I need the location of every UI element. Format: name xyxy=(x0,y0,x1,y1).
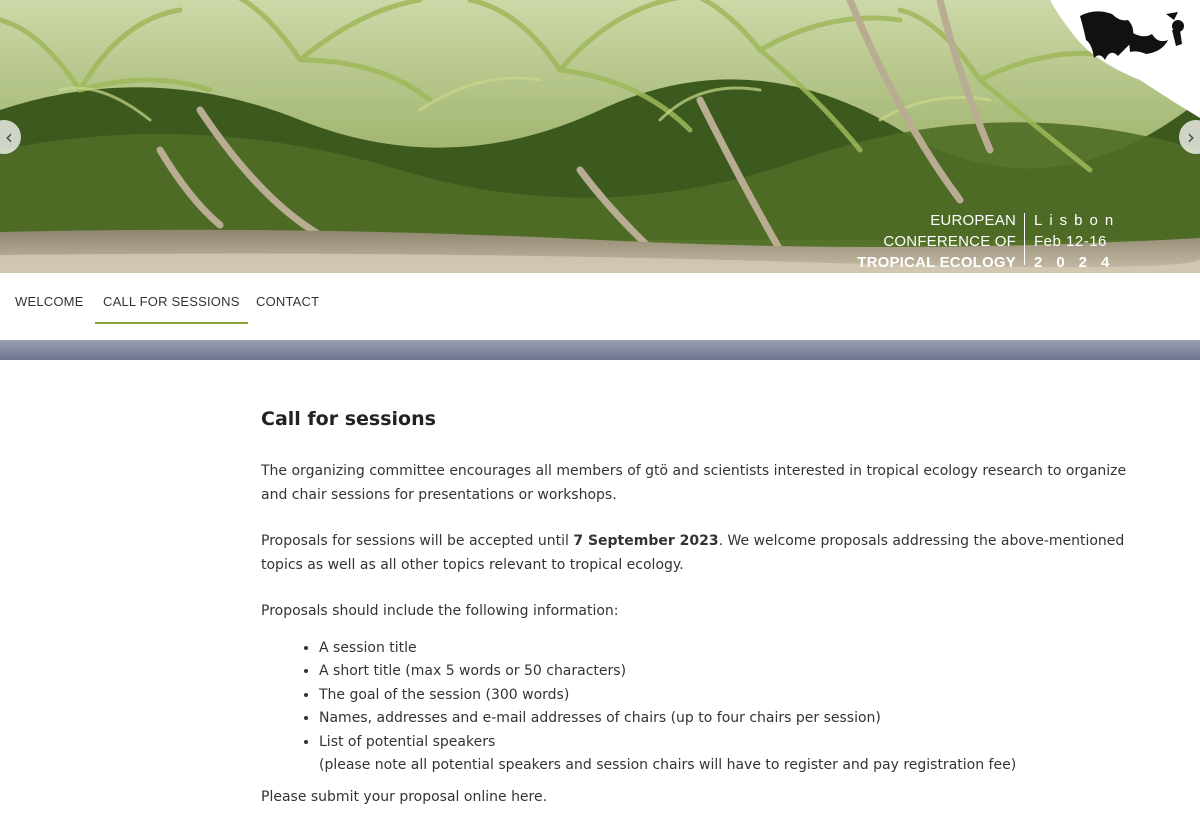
conference-line2: CONFERENCE OF xyxy=(883,233,1016,250)
submit-paragraph xyxy=(261,786,1141,810)
chevron-right-icon[interactable]: › xyxy=(1179,120,1200,154)
conference-city: Lisbon xyxy=(1034,212,1121,229)
conference-name xyxy=(857,210,1016,273)
requirements-list xyxy=(261,637,1141,778)
nav-item-call-for-sessions[interactable]: CALL FOR SESSIONS xyxy=(95,294,248,324)
deadline-text-before: Proposals for sessions will be accepted until xyxy=(261,533,574,549)
list-item: • A short title (max 5 words or 50 characters) xyxy=(319,660,1141,684)
intro-paragraph: The organizing committee encourages all members of gtö and scientists interested in tropical ecology research to organize and chair sessions for presentations or workshops. xyxy=(261,463,1127,503)
list-item xyxy=(319,731,1141,778)
conference-line3: TROPICAL ECOLOGY xyxy=(857,254,1016,271)
submit-text-after: . xyxy=(542,788,548,805)
main-navigation xyxy=(0,273,1200,340)
chevron-left-icon[interactable]: ‹ xyxy=(0,120,21,154)
nav-item-contact[interactable]: CONTACT xyxy=(256,294,320,309)
header-banner xyxy=(0,0,1200,273)
conference-logo xyxy=(1050,0,1200,120)
list-item: • A session title xyxy=(319,637,1141,661)
submit-text-before: Please submit your proposal online xyxy=(261,788,512,805)
list-item: • The goal of the session (300 words) xyxy=(319,684,1141,708)
list-item-note: (please note all potential speakers and session chairs will have to register and pay registration fee) xyxy=(319,757,1017,773)
conference-year: 2024 xyxy=(1034,254,1124,271)
deadline-date: 7 September 2023 xyxy=(573,533,719,549)
conference-divider xyxy=(1024,213,1025,265)
section-divider-bar xyxy=(0,340,1200,360)
nav-item-welcome[interactable]: WELCOME xyxy=(15,294,84,309)
palm-beach-photo xyxy=(0,0,1200,273)
list-item-text: List of potential speakers xyxy=(319,733,496,750)
main-content xyxy=(261,360,1141,809)
conference-dates: Feb 12-16 xyxy=(1034,233,1107,250)
deadline-text-after: . We welcome proposals addressing the above-mentioned topics as well as all other topics relevant to tropical ecology. xyxy=(261,533,1125,573)
submit-proposal-link[interactable]: here xyxy=(511,788,543,805)
page-title: Call for sessions xyxy=(261,408,436,430)
list-item: • Names, addresses and e-mail addresses of chairs (up to four chairs per session) xyxy=(319,707,1141,731)
deadline-paragraph xyxy=(261,530,1141,577)
conference-location xyxy=(1034,210,1123,273)
requirements-intro: Proposals should include the following information: xyxy=(261,603,619,619)
conference-line1: EUROPEAN xyxy=(930,212,1016,229)
